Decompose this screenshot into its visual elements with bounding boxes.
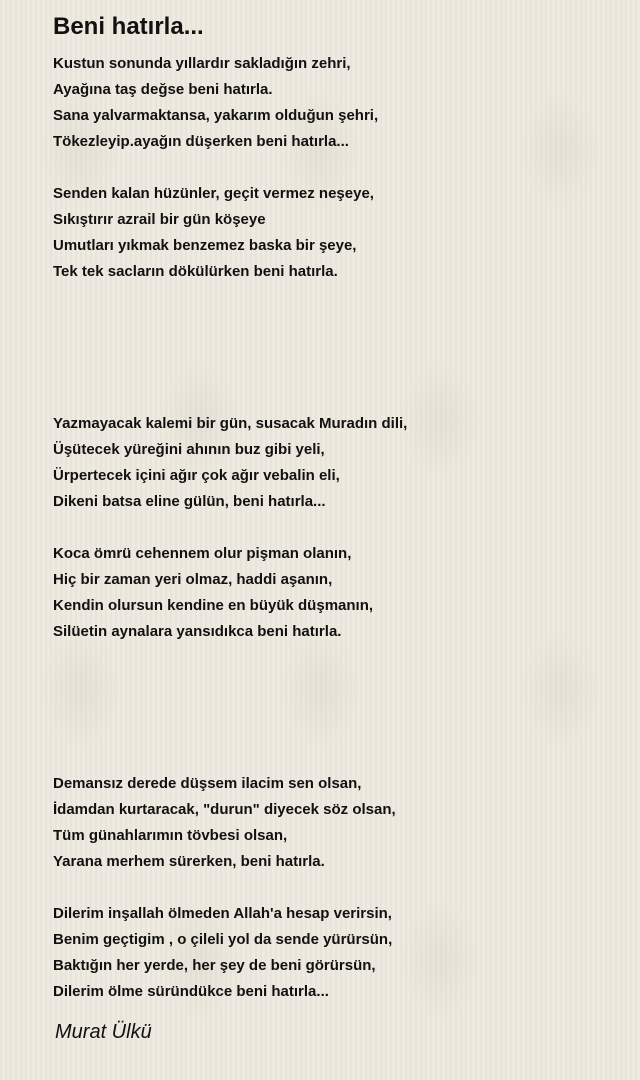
- poem-line: Yarana merhem sürerken, beni hatırla.: [53, 853, 325, 870]
- poem-line: Ürpertecek içini ağır çok ağır vebalin eli,: [53, 467, 340, 484]
- stanza-2: [53, 181, 613, 285]
- poem-line: Senden kalan hüzünler, geçit vermez neşeye,: [53, 185, 374, 202]
- poem-line: Tek tek sacların dökülürken beni hatırla.: [53, 263, 338, 280]
- stanza-4: [53, 541, 613, 645]
- stanza-1: [53, 51, 613, 155]
- poem-line: Üşütecek yüreğini ahının buz gibi yeli,: [53, 441, 325, 458]
- poem-author: Murat Ülkü: [55, 1021, 152, 1043]
- poem-line: Dilerim inşallah ölmeden Allah'a hesap verirsin,: [53, 905, 392, 922]
- poem-line: Kendin olursun kendine en büyük düşmanın,: [53, 597, 374, 614]
- poem-line: Hiç bir zaman yeri olmaz, haddi aşanın,: [53, 571, 333, 588]
- poem-line: Koca ömrü cehennem olur pişman olanın,: [53, 545, 352, 562]
- poem-line: Silüetin aynalara yansıdıkca beni hatırla.: [53, 623, 342, 640]
- poem-line: Dilerim ölme süründükce beni hatırla...: [53, 983, 329, 1000]
- stanza-6: [53, 901, 613, 1005]
- poem-line: Sana yalvarmaktansa, yakarım olduğun şehri,: [53, 107, 379, 124]
- stanza-3: [53, 411, 613, 515]
- poem-line: Sıkıştırır azrail bir gün köşeye: [53, 211, 266, 228]
- poem-line: Demansız derede düşsem ilacim sen olsan,: [53, 775, 362, 792]
- poem-line: İdamdan kurtaracak, "durun" diyecek söz olsan,: [53, 801, 396, 818]
- poem-line: Benim geçtigim , o çileli yol da sende yürürsün,: [53, 931, 393, 948]
- poem-line: Ayağına taş değse beni hatırla.: [53, 81, 273, 98]
- poem-line: Yazmayacak kalemi bir gün, susacak Muradın dili,: [53, 415, 408, 432]
- stanza-5: [53, 771, 613, 875]
- poem-line: Baktığın her yerde, her şey de beni görürsün,: [53, 957, 376, 974]
- poem-line: Tökezleyip.ayağın düşerken beni hatırla...: [53, 133, 349, 150]
- poem-line: Umutları yıkmak benzemez baska bir şeye,: [53, 237, 357, 254]
- poem-line: Kustun sonunda yıllardır sakladığın zehri,: [53, 55, 351, 72]
- poem-title: Beni hatırla...: [53, 13, 204, 40]
- poem-line: Tüm günahlarımın tövbesi olsan,: [53, 827, 288, 844]
- poem-line: Dikeni batsa eline gülün, beni hatırla...: [53, 493, 326, 510]
